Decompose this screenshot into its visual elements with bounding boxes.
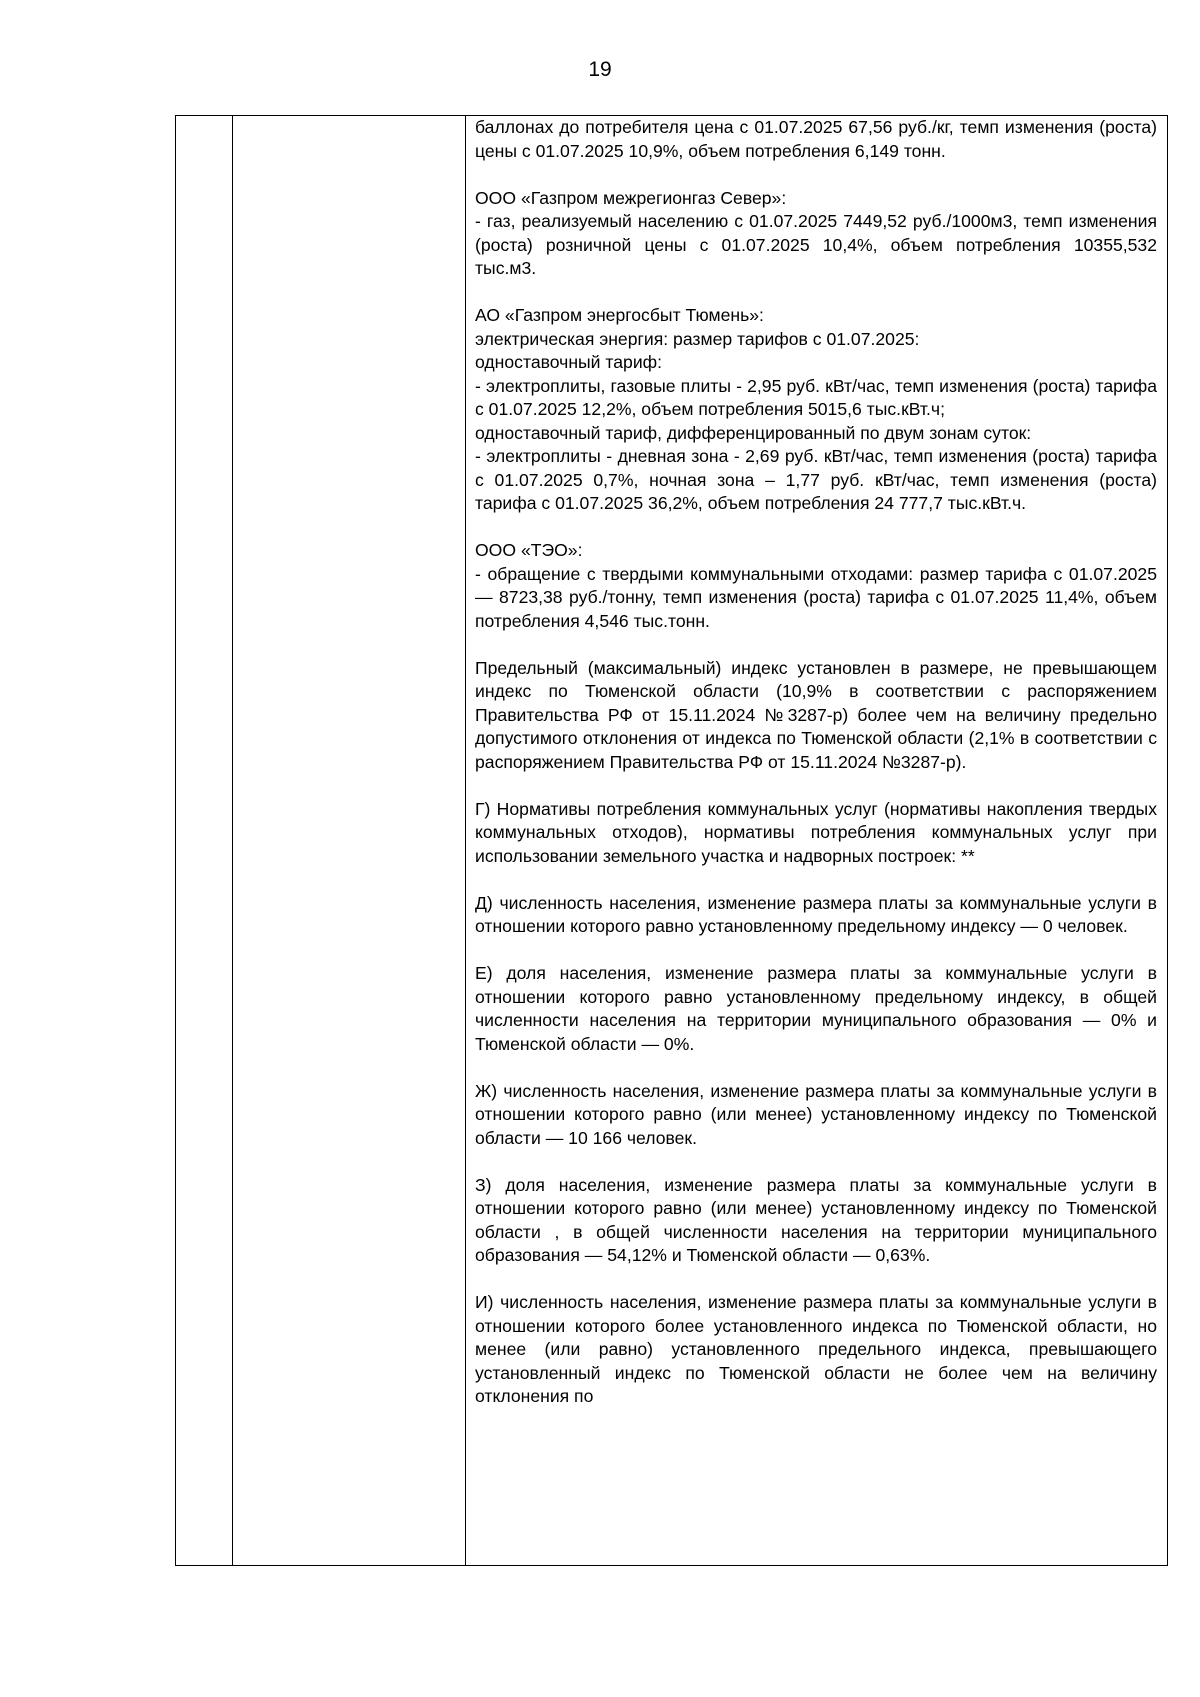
paragraph-z: З) доля населения, изменение размера платы за коммунальные услуги в отношении которого равно (или менее) установленному индексу по Тюменской области , в общей численности населения на территории муниципального образования — 54,12% и Тюменской области — 0,63%. bbox=[475, 1174, 1157, 1265]
paragraph-line: одноставочный тариф, дифференцированный по двум зонам суток: bbox=[475, 422, 1032, 443]
paragraph-line: электрическая энергия: размер тарифов с 01.07.2025: bbox=[475, 328, 920, 349]
paragraph-line: - электроплиты - дневная зона - 2,69 руб. кВт/час, темп изменения (роста) тарифа с 01.07.2025 0,7%, ночная зона – 1,77 руб. кВт/час, темп изменения (роста) тарифа с 01.07.2025 36,2%, объем потребления 24 777,7 тыс.кВт.ч. bbox=[475, 446, 1157, 513]
paragraph-gazprom-energosbyt bbox=[475, 304, 1157, 516]
paragraph-gazprom-mezhregiongaz bbox=[475, 187, 1157, 281]
paragraph-d: Д) численность населения, изменение размера платы за коммунальные услуги в отношении которого равно установленному предельному индексу — 0 человек. bbox=[475, 892, 1157, 936]
paragraph-line: - обращение с твердыми коммунальными отходами: размер тарифа с 01.07.2025 — 8723,38 руб./тонну, темп изменения (роста) тарифа с 01.07.2025 11,4%, объем потребления 4,546 тыс.тонн. bbox=[475, 563, 1157, 631]
paragraph-line: - электроплиты, газовые плиты - 2,95 руб. кВт/час, темп изменения (роста) тарифа с 01.07.2025 12,2%, объем потребления 5015,6 тыс.кВт.ч; bbox=[475, 375, 1157, 419]
paragraph-line: ООО «Газпром межрегионгаз Север»: bbox=[475, 187, 787, 208]
table-column-name bbox=[233, 116, 466, 1565]
paragraph-zh: Ж) численность населения, изменение размера платы за коммунальные услуги в отношении которого равно (или менее) установленному индексу по Тюменской области — 10 166 человек. bbox=[475, 1080, 1157, 1148]
paragraph-line: ООО «ТЭО»: bbox=[475, 540, 583, 560]
paragraph-max-index: Предельный (максимальный) индекс установлен в размере, не превышающем индекс по Тюменской области (10,9% в соответствии с распоряжением Правительства РФ от 15.11.2024 №3287-р) более чем на величину предельно допустимого отклонения от индекса по Тюменской области (2,1% в соответствии с распоряжением Правительства РФ от 15.11.2024 №3287-р). bbox=[475, 657, 1157, 772]
paragraph-line: - газ, реализуемый населению с 01.07.2025 7449,52 руб./1000м3, темп изменения (роста) розничной цены с 01.07.2025 10,4%, объем потребления 10355,532 тыс.м3. bbox=[475, 211, 1157, 278]
document-table bbox=[175, 115, 1168, 1566]
page-number: 19 bbox=[588, 58, 612, 81]
paragraph-line: одноставочный тариф: bbox=[475, 352, 663, 372]
table-column-content bbox=[466, 116, 1167, 1565]
paragraph-teo bbox=[475, 539, 1157, 633]
paragraph-e: Е) доля населения, изменение размера платы за коммунальные услуги в отношении которого равно установленному предельному индексу, в общей численности населения на территории муниципального образования — 0% и Тюменской области — 0%. bbox=[475, 963, 1157, 1054]
paragraph-g: Г) Нормативы потребления коммунальных услуг (нормативы накопления твердых коммунальных отходов), нормативы потребления коммунальных услуг при использовании земельного участка и надворных построек: ** bbox=[475, 798, 1157, 866]
table-column-number bbox=[176, 116, 233, 1565]
paragraph-balloon-gas: баллонах до потребителя цена с 01.07.2025 67,56 руб./кг, темп изменения (роста) цены с 01.07.2025 10,9%, объем потребления 6,149 тонн. bbox=[475, 117, 1157, 161]
paragraph-i: И) численность населения, изменение размера платы за коммунальные услуги в отношении которого более установленного индекса по Тюменской области, но менее (или равно) установленного предельного индекса, превышающего установленный индекс по Тюменской области не более чем на величину отклонения по bbox=[475, 1292, 1157, 1406]
paragraph-line: АО «Газпром энергосбыт Тюмень»: bbox=[475, 305, 764, 325]
